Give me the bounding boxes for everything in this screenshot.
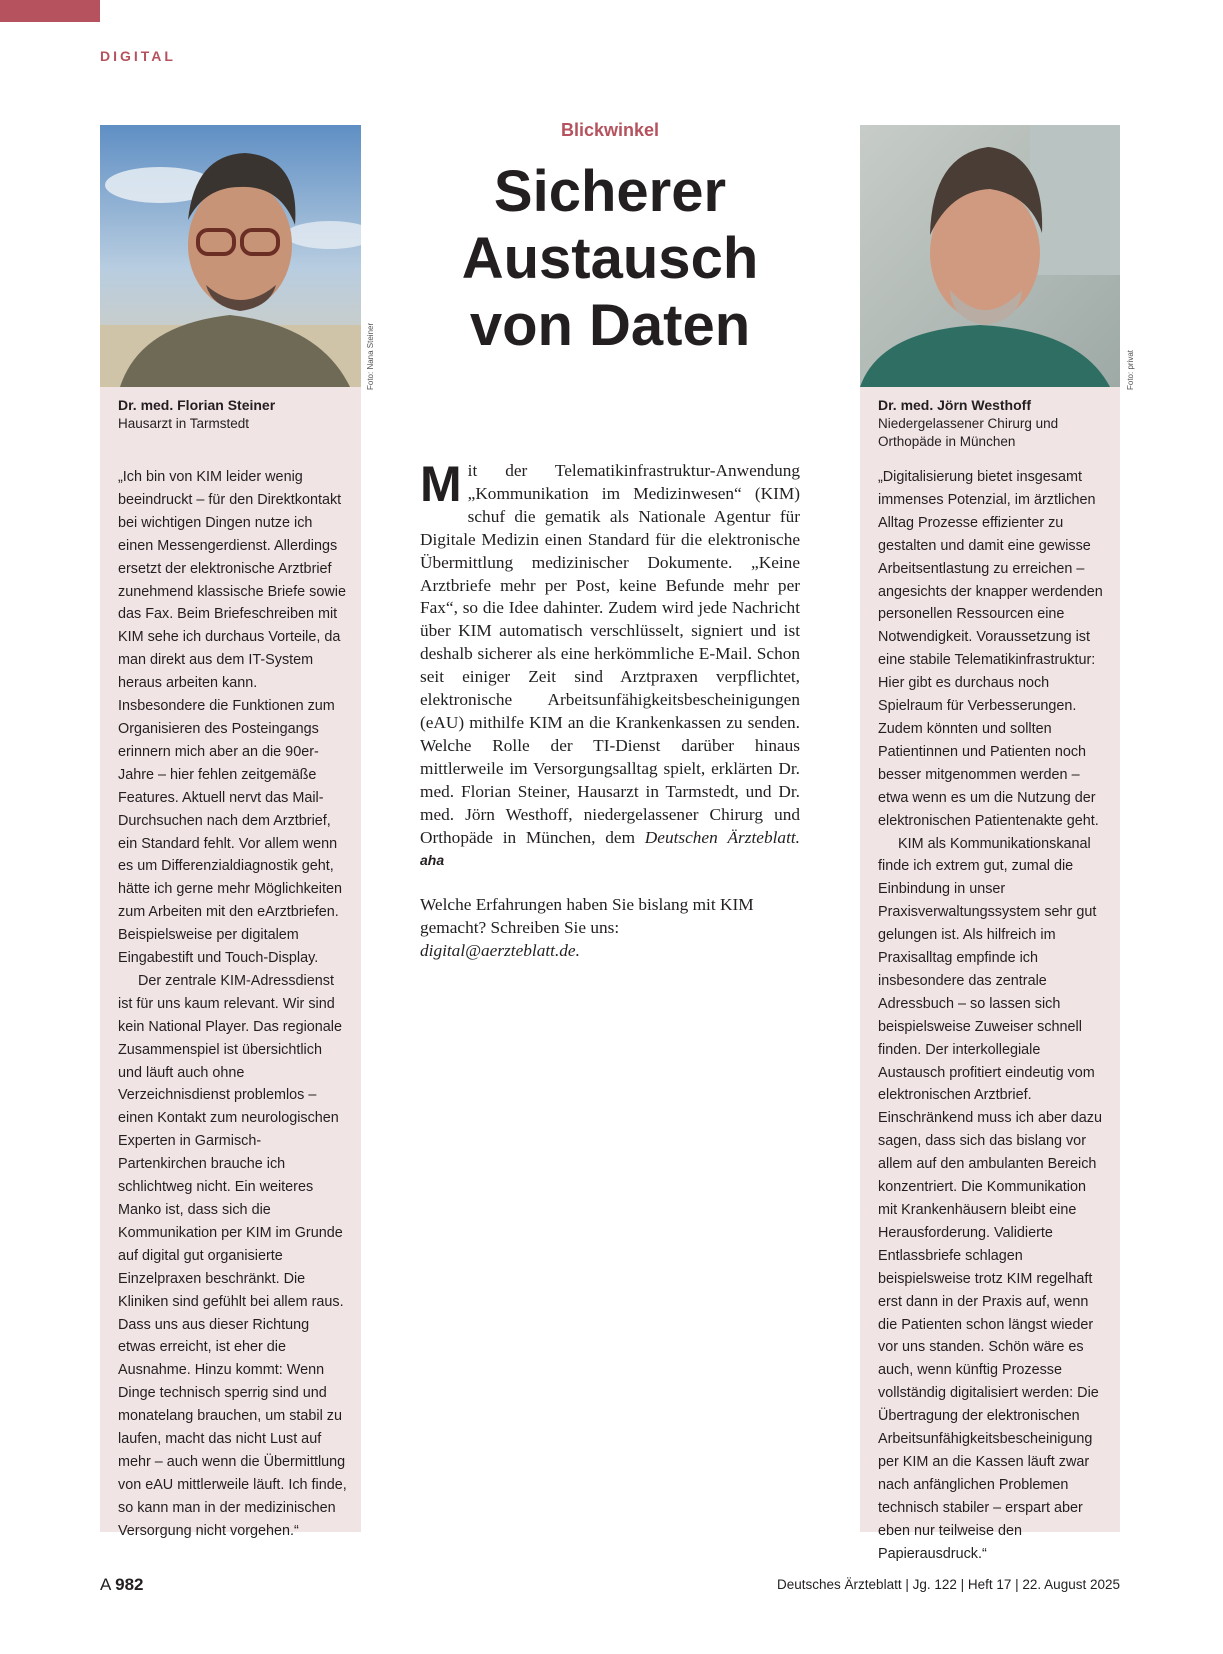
headline	[362, 158, 858, 359]
person-name: Dr. med. Florian Steiner	[118, 397, 276, 413]
photo-credit: Foto: privat	[1126, 349, 1135, 390]
section-color-bar	[0, 0, 100, 22]
page-prefix: A	[100, 1575, 111, 1594]
call-to-action: Welche Erfahrungen haben Sie bislang mit KIM gemacht? Schreiben Sie uns:	[420, 895, 754, 938]
journal-info: Deutsches Ärzteblatt | Jg. 122 | Heft 17 | 22. August 2025	[777, 1577, 1120, 1592]
headline-line: von Daten	[469, 293, 751, 358]
drop-cap: M	[420, 456, 462, 512]
quote-paragraph: Der zentrale KIM-Adressdienst ist für uns kaum relevant. Wir sind kein National Player. Das regionale Zusammenspiel ist übersichtlich und läuft auch ohne Verzeichnisdienst problemlos – einen Kontakt zum neurologischen Experten in Garmisch-Partenkirchen brauche ich schlichtweg nicht. Ein weiteres Manko ist, dass sich die Kommunikation per KIM im Grunde auf digital gut organisierte Einzelpraxen beschränkt. Die Kliniken sind gefühlt bei allem raus. Dass uns aus dieser Richtung etwas erreicht, ist eher die Ausnahme. Hinzu kommt: Wenn Dinge technisch sperrig sind und monatelang brauchen, um stabil zu laufen, macht das nicht Lust auf mehr – auch wenn die Übermittlung von eAU mittlerweile läuft. Ich finde, so kann man in der medizinischen Versorgung nicht vorgehen.“	[118, 972, 347, 1539]
intro-text	[420, 456, 800, 963]
person-role: Hausarzt in Tarmstedt	[118, 416, 250, 431]
right-interview-column	[860, 125, 1120, 1562]
section-label: DIGITAL	[100, 48, 176, 64]
contact-email-link[interactable]: digital@aerzteblatt.de.	[420, 941, 580, 961]
publication-name: Deutschen Ärzteblatt.	[644, 827, 800, 847]
left-interview-column	[100, 125, 361, 1539]
page-number-value: 982	[115, 1575, 144, 1594]
author-signature: aha	[420, 852, 445, 869]
kicker: Blickwinkel	[560, 120, 660, 140]
portrait-photo-steiner	[100, 125, 361, 387]
photo-credit: Foto: Nana Steiner	[366, 322, 375, 390]
quote-paragraph: „Ich bin von KIM leider wenig beeindruckt – für den Direktkontakt bei wichtigen Dingen nutze ich einen Messengerdienst. Allerdings ersetzt der elektronische Arztbrief zunehmend klassische Briefe sowie das Fax. Beim Briefeschreiben mit KIM sehe ich durchaus Vorteile, da man direkt aus dem IT-System heraus arbeiten kann. Insbesondere die Funktionen zum Organisieren des Posteingangs erinnern mich aber an die 90er-Jahre – hier fehlen zeitgemäße Features. Aktuell nervt das Mail-Durchsuchen nach dem Arztbrief, ein Standard fehlt. Vor allem wenn es um Differenzialdiagnostik geht, hätte ich gerne mehr Möglichkeiten zum Arbeiten mit den eArztbriefen. Beispielsweise per digitalem Eingabestift und Touch-Display.	[118, 469, 346, 967]
portrait-photo-westhoff	[860, 125, 1120, 387]
interview-quote	[878, 466, 1108, 1566]
headline-line: Austausch	[461, 226, 759, 291]
person-role: Niedergelassener Chirurg und Orthopäde in München	[878, 416, 1059, 449]
headline-line: Sicherer	[493, 159, 727, 224]
intro-body: it der Telematikinfrastruktur-Anwendung „Kommunikation im Medizinwesen“ (KIM) schuf die gematik als Nationale Agentur für Digitale Medizin einen Standard für die elektronische Übermittlung medizinischer Dokumente. „Keine Arztbriefe mehr per Post, keine Befunde mehr per Fax“, so die Idee dahinter. Zudem wird jede Nachricht über KIM automatisch verschlüsselt, signiert und ist deshalb sicherer als eine herkömmliche E-Mail. Schon seit einiger Zeit sind Arztpraxen verpflichtet, elektronische Arbeitsunfähigkeitsbescheinigungen (eAU) mithilfe KIM an die Krankenkassen zu senden. Welche Rolle der TI-Dienst darüber hinaus mittlerweile im Versorgungsalltag spielt, erklärten Dr. med. Florian Steiner, Hausarzt in Tarmstedt, und Dr. med. Jörn Westhoff, niedergelassener Chirurg und Orthopäde in München, dem	[420, 461, 800, 847]
interview-quote	[118, 466, 348, 1543]
quote-paragraph: „Digitalisierung bietet insgesamt immenses Potenzial, im ärztlichen Alltag Prozesse effizienter zu gestalten und damit eine gewisse Arbeitsentlastung zu erreichen – angesichts der knapper werdenden personellen Ressourcen eine Notwendigkeit. Voraussetzung ist eine stabile Telematikinfrastruktur: Hier gibt es durchaus noch Spielraum für Verbesserungen. Zudem könnten und sollten Patientinnen und Patienten noch besser mitgenommen werden – etwa wenn es um die Nutzung der elektronischen Patientenakte geht.	[878, 469, 1103, 829]
page-number	[100, 1575, 144, 1595]
person-name: Dr. med. Jörn Westhoff	[878, 397, 1031, 413]
quote-paragraph: KIM als Kommunikationskanal finde ich extrem gut, zumal die Einbindung in unser Praxisverwaltungssystem sehr gut gelungen ist. Als hilfreich im Praxisalltag empfinde ich insbesondere das zentrale Adressbuch – so lassen sich beispielsweise Zuweiser schnell finden. Der interkollegiale Austausch profitiert eindeutig vom elektronischen Arztbrief. Einschränkend muss ich aber dazu sagen, dass sich das bislang vor allem auf den ambulanten Bereich konzentriert. Die Kommunikation mit Krankenhäusern bleibt eine Herausforderung. Validierte Entlassbriefe schlagen beispielsweise trotz KIM regelhaft erst dann in der Praxis auf, wenn die Patienten schon längst wieder vor uns standen. Schön wäre es auch, wenn künftig Prozesse vollständig digitalisiert werden: Die Übertragung der elektronischen Arbeitsunfähigkeitsbescheinigung per KIM an die Kassen läuft zwar nach anfänglichen Problemen technisch stabiler – erspart aber eben nur teilweise den Papierausdruck.“	[878, 835, 1102, 1562]
